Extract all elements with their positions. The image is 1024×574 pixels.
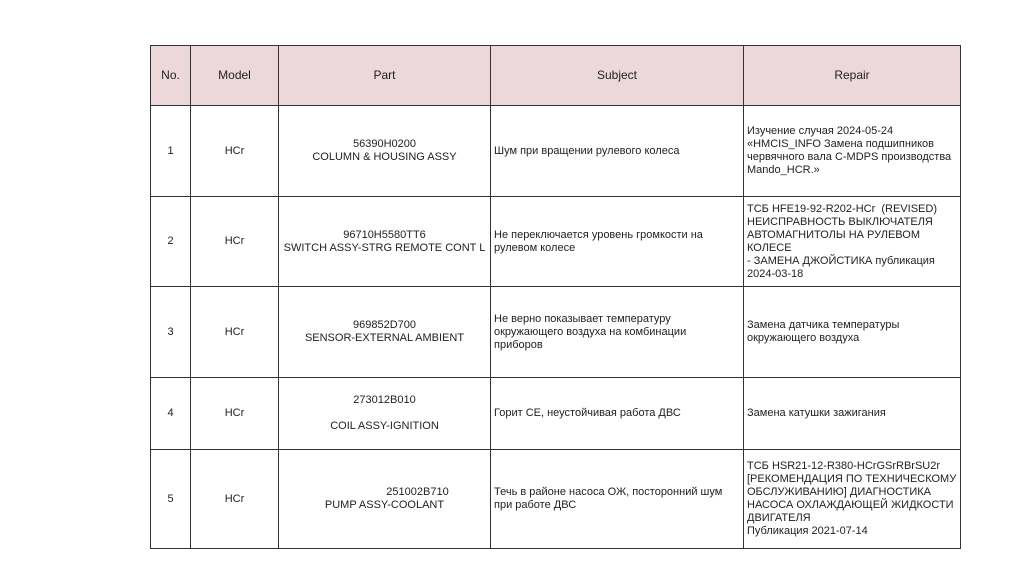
- part-name: SENSOR-EXTERNAL AMBIENT: [304, 332, 465, 344]
- subject-cell: [491, 197, 744, 287]
- part-number: 56390H0200: [352, 138, 416, 150]
- subject-cell: [491, 450, 744, 549]
- header-subject: Subject: [491, 46, 744, 106]
- repair-cell: [744, 450, 961, 549]
- row-number: 3: [151, 287, 191, 378]
- part-number: 251002B710: [386, 486, 449, 498]
- model-cell: HCr: [191, 378, 279, 450]
- repair-line: [РЕКОМЕНДАЦИЯ ПО ТЕХНИЧЕСКОМУ: [747, 473, 957, 485]
- header-model: Model: [191, 46, 279, 106]
- subject-line: окружающего воздуха на комбинации: [494, 325, 687, 338]
- header-repair: Repair: [744, 46, 961, 106]
- model-cell: HCr: [191, 287, 279, 378]
- repair-cell: [744, 197, 961, 287]
- row-number: 5: [151, 450, 191, 549]
- subject-cell: Шум при вращении рулевого колеса: [491, 106, 744, 197]
- part-cell: [279, 287, 491, 378]
- repair-line: НЕИСПРАВНОСТЬ ВЫКЛЮЧАТЕЛЯ: [747, 215, 933, 228]
- header-part: Part: [279, 46, 491, 106]
- repair-line: 2024-03-18: [747, 267, 804, 280]
- subject-line: Течь в районе насоса ОЖ, посторонний шум: [494, 486, 723, 498]
- row-number: 4: [151, 378, 191, 450]
- repair-line: окружающего воздуха: [747, 332, 860, 344]
- part-cell: [279, 378, 491, 450]
- table-row: [151, 106, 961, 197]
- repair-cell: [744, 287, 961, 378]
- subject-line: рулевом колесе: [494, 241, 576, 254]
- subject-line: Не переключается уровень громкости на: [494, 228, 703, 241]
- repair-line: - ЗАМЕНА ДЖОЙСТИКА публикация: [747, 254, 935, 267]
- subject-line: приборов: [494, 338, 543, 351]
- part-cell: [279, 106, 491, 197]
- repair-line: Замена датчика температуры: [747, 319, 900, 331]
- repair-line: червячного вала C-MDPS производства: [747, 151, 952, 163]
- repair-line: ДВИГАТЕЛЯ: [747, 512, 811, 524]
- part-cell: [279, 450, 491, 549]
- subject-cell: Горит CE, неустойчивая работа ДВС: [491, 378, 744, 450]
- repair-line: АВТОМАГНИТОЛЫ НА РУЛЕВОМ КОЛЕСЕ: [747, 228, 924, 254]
- repair-table: [150, 45, 961, 549]
- model-cell: HCr: [191, 450, 279, 549]
- part-name: SWITCH ASSY-STRG REMOTE CONT L: [283, 241, 486, 254]
- repair-line: ОБСЛУЖИВАНИЮ] ДИАГНОСТИКА: [747, 486, 931, 498]
- repair-line: ТСБ HFE19-92-R202-HCr (REVISED): [747, 202, 937, 215]
- row-number: 2: [151, 197, 191, 287]
- model-cell: HCr: [191, 106, 279, 197]
- subject-line: Не верно показывает температуру: [494, 312, 671, 325]
- part-number: 273012B010: [353, 394, 416, 406]
- part-name: PUMP ASSY-COOLANT: [324, 499, 445, 511]
- repair-cell: [744, 106, 961, 197]
- repair-line: «HMCIS_INFO Замена подшипников: [747, 138, 934, 150]
- subject-cell: [491, 287, 744, 378]
- repair-line: Публикация 2021-07-14: [747, 525, 868, 537]
- repair-line: НАСОСА ОХЛАЖДАЮЩЕЙ ЖИДКОСТИ: [747, 499, 954, 511]
- part-number: 969852D700: [352, 319, 416, 331]
- repair-cell: Замена катушки зажигания: [744, 378, 961, 450]
- table-row: [151, 450, 961, 549]
- table-row: [151, 287, 961, 378]
- header-row: [151, 46, 961, 106]
- part-number: 96710H5580TT6: [343, 228, 426, 241]
- repair-line: ТСБ HSR21-12-R380-HCrGSrRBrSU2r: [747, 460, 941, 472]
- repair-line: Изучение случая 2024-05-24: [747, 125, 894, 137]
- subject-line: при работе ДВС: [494, 499, 577, 511]
- row-number: 1: [151, 106, 191, 197]
- header-no: No.: [151, 46, 191, 106]
- table-row: [151, 197, 961, 287]
- part-name: COLUMN & HOUSING ASSY: [312, 151, 457, 163]
- table-row: [151, 378, 961, 450]
- part-name: COIL ASSY-IGNITION: [330, 420, 439, 432]
- model-cell: HCr: [191, 197, 279, 287]
- repair-line: Mando_HCR.»: [747, 164, 820, 176]
- part-cell: [279, 197, 491, 287]
